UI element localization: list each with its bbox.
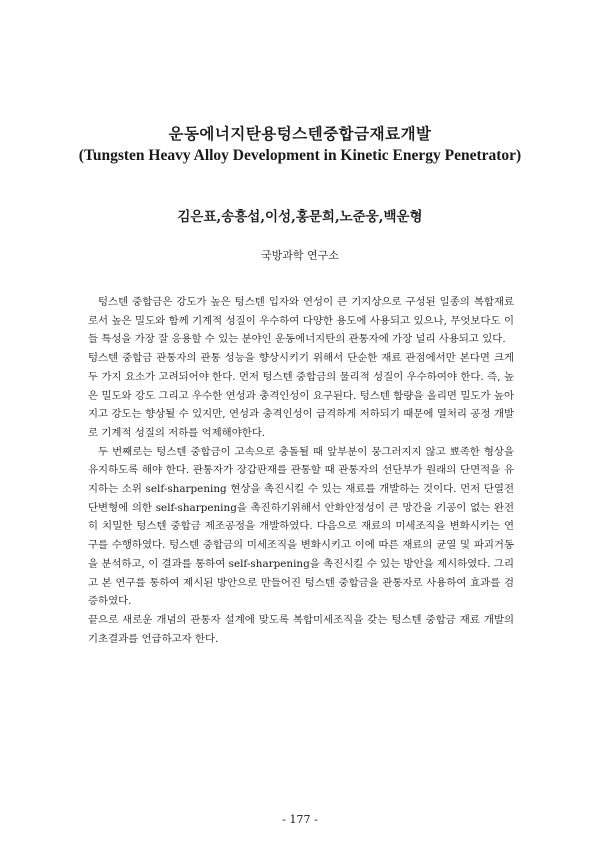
paragraph-3: 두 번째로는 텅스텐 중합금이 고속으로 충돌될 때 앞부분이 뭉그러지지 않고 뾰족한 형상을 유지하도록 해야 한다. 관통자가 장갑판재를 관통할 때 관통자의 선단부가 원래의 단면적을 유지하는 소위 self-sharpening 현상을 촉진시킬 수 있는 재료를 개발하는 것이다. 먼저 단열전단변형에 의한 self-sharpening을 촉진하기위해서 안화안정성이 큰 망간을 기공이 없는 완전히 치밀한 텅스텐 중합금 제조공정을 개발하였다. 다음으로 재료의 미세조직을 변화시키는 연구를 수행하였다. 텅스텐 중합금의 미세조직을 변화시키고 이에 따른 재료의 균열 및 파괴거동을 분석하고, 이 결과를 통하여 self-sharpening을 촉진시킬 수 있는 방안을 제시하였다. 그리고 본 연구를 통하여 제시된 방안으로 만들어진 텅스텐 중합금을 관통자로 사용하여 효과를 검증하였다.: [88, 445, 514, 608]
paragraph-4: 끝으로 새로운 개념의 관통자 설계에 맞도록 복합미세조직을 갖는 텅스텐 중합금 재료 개발의 기초결과를 언급하고자 한다.: [88, 613, 514, 645]
affiliation: 국방과학 연구소: [261, 249, 339, 262]
abstract-body: [88, 293, 514, 648]
author-list: 김은표,송흥섭,이성,홍문희,노준웅,백운형: [177, 209, 423, 225]
paragraph-2: 텅스텐 중합금 관통자의 관통 성능을 향상시키기 위해서 단순한 재료 관점에서만 본다면 크게 두 가지 요소가 고려되어야 한다. 먼저 텅스텐 중합금의 물리적 성질이 우수하여야 한다. 즉, 높은 밀도와 강도 그리고 우수한 연성과 충격인성이 요구된다. 텅스텐 함량을 올리면 밀도가 높아지고 강도는 향상될 수 있지만, 연성과 충격인성이 급격하게 저하되기 때문에 열처리 공정 개발로 기계적 성질의 저하를 억제해야한다.: [88, 352, 514, 439]
paragraph-1: 텅스텐 중합금은 강도가 높은 텅스텐 입자와 연성이 큰 기지상으로 구성된 일종의 복합재료로서 높은 밀도와 함께 기계적 성질이 우수하여 다양한 용도에 사용되고 있으나, 무엇보다도 이들 특성을 가장 잘 응용할 수 있는 분야인 운동에너지탄의 관통자에 가장 널리 사용되고 있다.: [88, 296, 514, 346]
title-korean: 운동에너지탄용텅스텐중합금재료개발: [168, 124, 432, 143]
title-english: (Tungsten Heavy Alloy Development in Kinetic Energy Penetrator): [78, 147, 522, 164]
page-number: - 177 -: [282, 813, 318, 826]
